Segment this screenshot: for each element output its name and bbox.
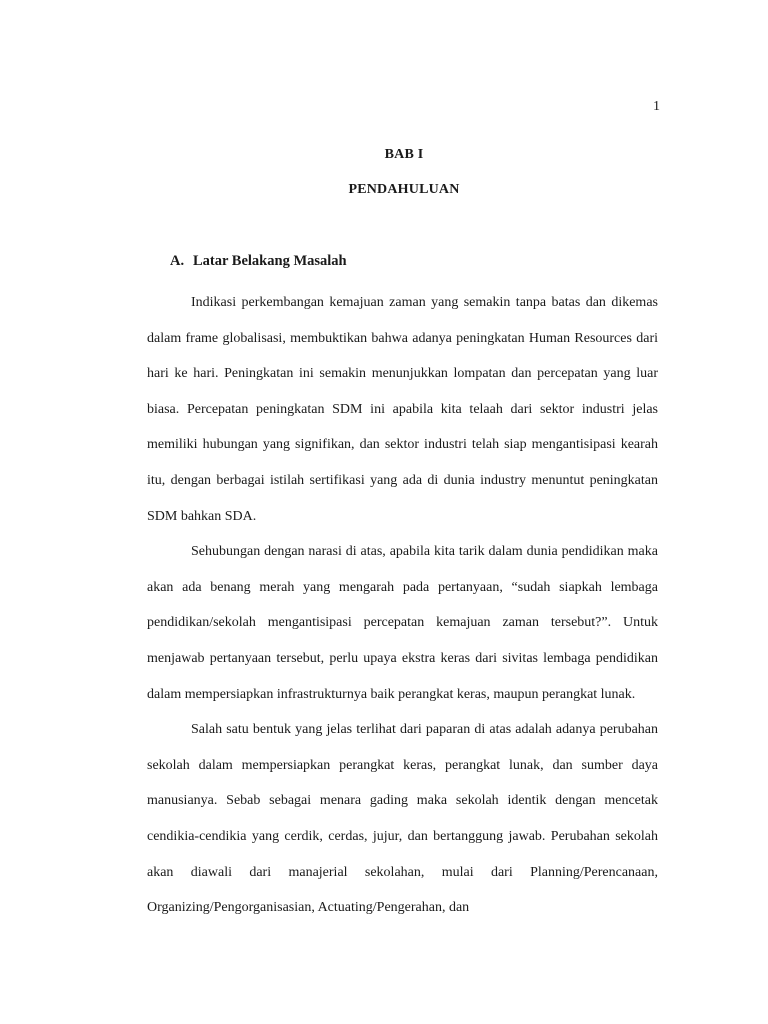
- paragraph: Sehubungan dengan narasi di atas, apabila kita tarik dalam dunia pendidikan maka akan ada benang merah yang mengarah pada pertanyaan, “sudah siapkah lembaga pendidikan/sekolah mengantisipasi percepatan kemajuan zaman tersebut?”. Untuk menjawab pertanyaan tersebut, perlu upaya ekstra keras dari sivitas lembaga pendidikan dalam mempersiapkan infrastrukturnya baik perangkat keras, maupun perangkat lunak.: [147, 544, 658, 702]
- paragraph: Indikasi perkembangan kemajuan zaman yang semakin tanpa batas dan dikemas dalam frame globalisasi, membuktikan bahwa adanya peningkatan Human Resources dari hari ke hari. Peningkatan ini semakin menunjukkan lompatan dan percepatan yang luar biasa. Percepatan peningkatan SDM ini apabila kita telaah dari sektor industri jelas memiliki hubungan yang signifikan, dan sektor industri telah siap mengantisipasi kearah itu, dengan berbagai istilah sertifikasi yang ada di dunia industry menuntut peningkatan SDM bahkan SDA.: [147, 295, 658, 524]
- body-text: [147, 285, 658, 926]
- section-title: Latar Belakang Masalah: [193, 253, 347, 269]
- section-heading: [170, 253, 347, 270]
- chapter-title: PENDAHULUAN: [348, 182, 460, 197]
- chapter-number: BAB I: [384, 147, 424, 162]
- paragraph: Salah satu bentuk yang jelas terlihat dari paparan di atas adalah adanya perubahan sekolah dalam mempersiapkan perangkat keras, perangkat lunak, dan sumber daya manusianya. Sebab sebagai menara gading maka sekolah identik dengan mencetak cendikia-cendikia yang cerdik, cerdas, jujur, dan bertanggung jawab. Perubahan sekolah akan diawali dari manajerial sekolahan, mulai dari Planning/Perencanaan, Organizing/Pengorganisasian, Actuating/Pengerahan, dan: [147, 722, 658, 916]
- section-letter: A.: [170, 253, 185, 269]
- page-number: 1: [653, 99, 660, 114]
